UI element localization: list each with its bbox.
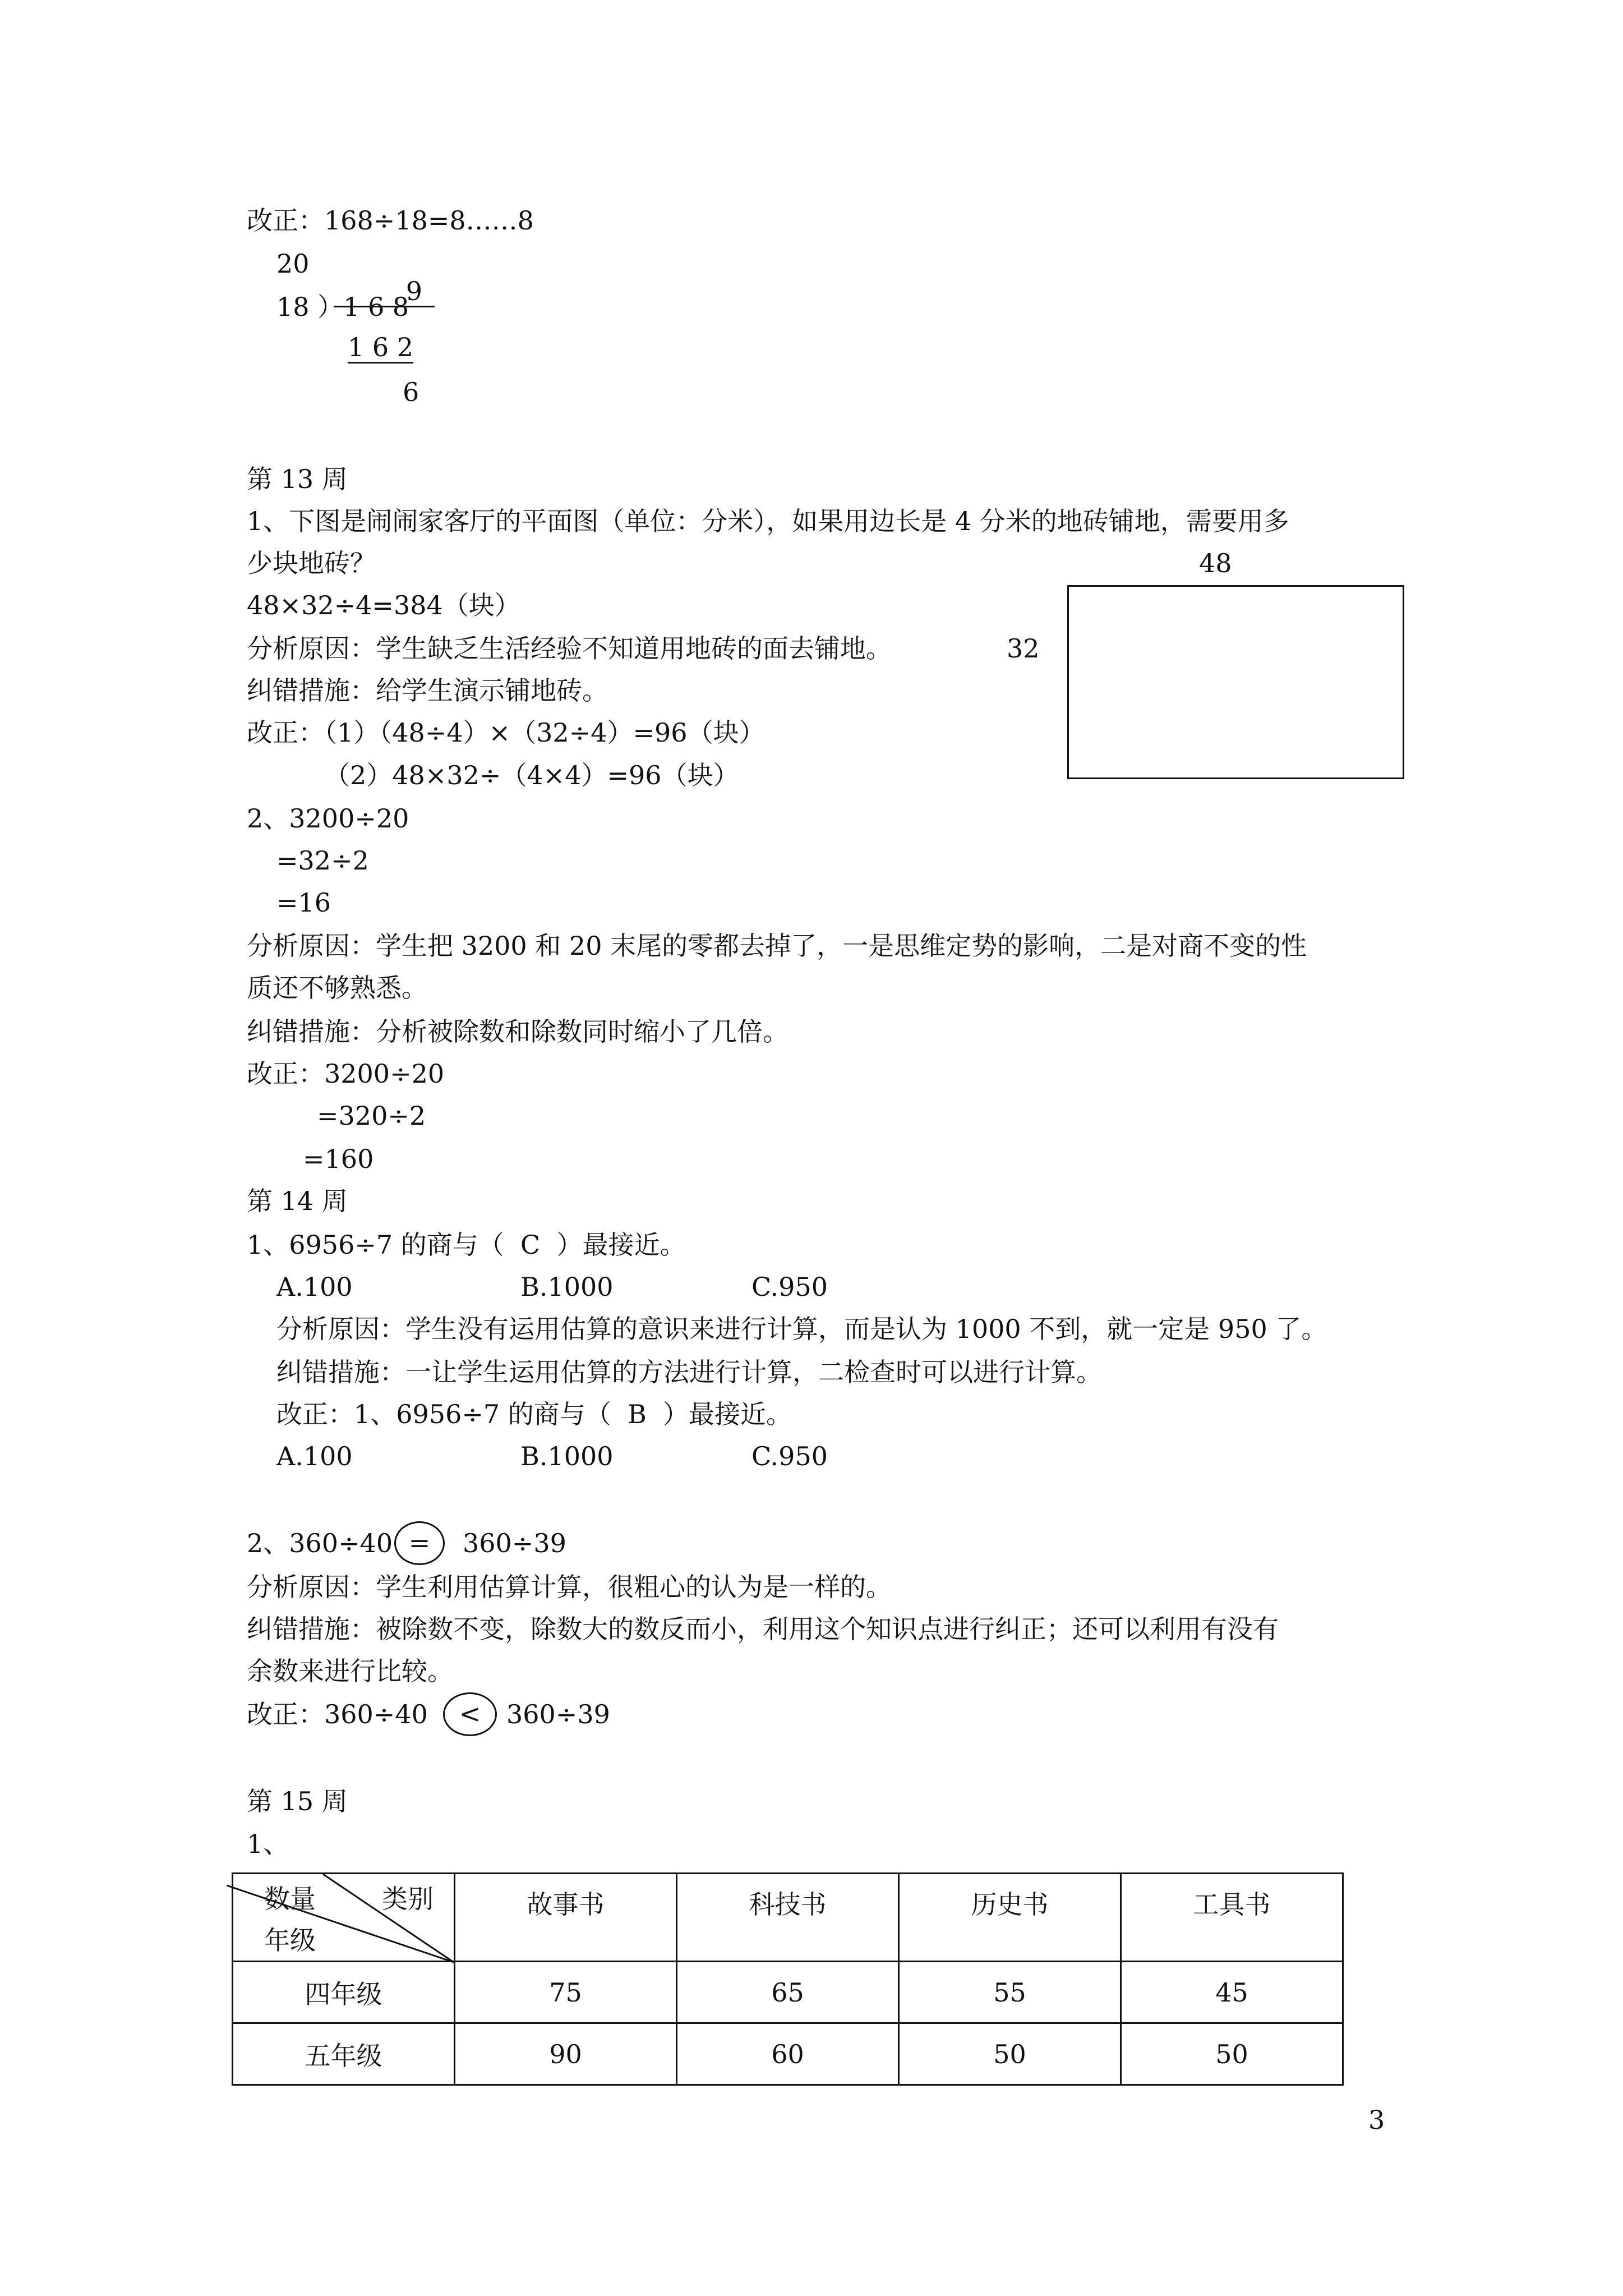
table-corner-quantity: 数量 [264, 1884, 316, 1914]
table-header-cell: 历史书 [899, 1874, 1121, 1962]
table-cell: 50 [899, 2023, 1121, 2085]
week14-q2-reason: 分析原因：学生利用估算计算，很粗心的认为是一样的。 [247, 1572, 892, 1602]
week13-title: 第 13 周 [247, 464, 348, 494]
week13-q1-reason: 分析原因：学生缺乏生活经验不知道用地砖的面去铺地。 [247, 633, 892, 664]
week14-q1-option-c: C.950 [751, 1272, 828, 1302]
week15-q1-label: 1、 [247, 1829, 289, 1859]
week14-q2-circled-symbol [394, 1521, 445, 1565]
table-cell: 45 [1121, 1962, 1343, 2023]
week13-q1-measure: 纠错措施：给学生演示铺地砖。 [247, 675, 608, 706]
week13-q2-measure: 纠错措施：分析被除数和除数同时缩小了几倍。 [247, 1016, 789, 1047]
week14-q2-fix-right: 360÷39 [506, 1699, 610, 1729]
floor-plan-width-label: 48 [1199, 548, 1232, 578]
week14-fix-option-c: C.950 [751, 1441, 828, 1471]
week14-title: 第 14 周 [247, 1186, 348, 1216]
week13-q2-reason1: 分析原因：学生把 3200 和 20 末尾的零都去掉了，一是思维定势的影响，二是对商不变的性 [247, 931, 1307, 961]
table-header-cell: 工具书 [1121, 1874, 1343, 1962]
table-cell: 50 [1121, 2023, 1343, 2085]
week15-title: 第 15 周 [247, 1786, 348, 1816]
division-line1-left: 20 [276, 249, 310, 279]
floor-plan-height-label: 32 [1007, 633, 1040, 664]
week14-q2-symbol: = [408, 1527, 431, 1558]
week13-q2-line2: =32÷2 [276, 845, 369, 876]
table-header-row [233, 1874, 1343, 1962]
week13-q1-fix1: 改正：（1）（48÷4）×（32÷4）=96（块） [247, 717, 765, 748]
floor-plan-rectangle [1067, 585, 1404, 779]
week14-fix-option-b: B.1000 [520, 1441, 614, 1471]
table-corner-category: 类别 [382, 1884, 434, 1914]
week14-q2-right: 360÷39 [463, 1528, 566, 1558]
week13-q1-fix2: （2）48×32÷（4×4）=96（块） [324, 760, 739, 790]
week14-q1: 1、6956÷7 的商与（ C ）最接近。 [247, 1230, 686, 1260]
table-cell: 60 [677, 2023, 899, 2085]
week13-q2-fix1: 改正：3200÷20 [247, 1059, 445, 1089]
week13-q2-line1: 2、3200÷20 [247, 803, 409, 834]
week14-q2-measure1: 纠错措施：被除数不变，除数大的数反而小，利用这个知识点进行纠正；还可以利用有没有 [247, 1614, 1279, 1644]
division-quotient-text: 9 [405, 276, 422, 306]
week14-measure: 纠错措施：一让学生运用估算的方法进行计算，二检查时可以进行计算。 [276, 1357, 1102, 1387]
table-row-label: 四年级 [233, 1962, 455, 2023]
division-line2: 18 ）1 6 8 [276, 292, 409, 322]
table-row-label: 五年级 [233, 2023, 455, 2085]
week14-q2-fix-symbol: < [459, 1699, 481, 1729]
week14-reason: 分析原因：学生没有运用估算的意识来进行计算，而是认为 1000 不到，就一定是 950 了。 [276, 1314, 1327, 1344]
table-cell: 55 [899, 1962, 1121, 2023]
table-header-cell: 故事书 [455, 1874, 677, 1962]
week13-q2-line3: =16 [276, 887, 331, 918]
division-heading: 改正：168÷18=8……8 [247, 205, 534, 236]
week14-q1-option-b: B.1000 [520, 1272, 614, 1302]
table-cell: 65 [677, 1962, 899, 2023]
division-line4: 6 [403, 377, 419, 407]
table-cell: 75 [455, 1962, 677, 2023]
table-row [233, 2023, 1343, 2085]
week14-q2-measure2: 余数来进行比较。 [247, 1656, 453, 1686]
week14-q2-fix-circled-symbol [443, 1692, 497, 1736]
week14-fix: 改正：1、6956÷7 的商与（ B ）最接近。 [276, 1399, 792, 1429]
week13-q1-line1: 1、下图是闹闹家客厅的平面图（单位：分米），如果用边长是 4 分米的地砖铺地，需要用多 [247, 506, 1289, 536]
week14-q1-option-a: A.100 [276, 1272, 353, 1302]
table-cell: 90 [455, 2023, 677, 2085]
week13-q2-fix2: =320÷2 [317, 1101, 426, 1131]
table-row [233, 1962, 1343, 2023]
table-corner-grade: 年级 [264, 1925, 316, 1955]
week14-fix-option-a: A.100 [276, 1441, 353, 1471]
table-header-cell: 科技书 [677, 1874, 899, 1962]
week13-q1-wrong: 48×32÷4=384（块） [247, 590, 520, 620]
week13-q1-line2: 少块地砖？ [247, 548, 376, 578]
book-count-table [232, 1872, 1344, 2086]
week14-q2-left: 2、360÷40 [247, 1528, 393, 1558]
division-line3: 1 6 2 [348, 332, 414, 362]
week13-q2-reason2: 质还不够熟悉。 [247, 973, 427, 1003]
week13-q2-fix3: =160 [303, 1144, 374, 1174]
week14-q2-fix-left: 改正：360÷40 [247, 1699, 428, 1729]
table-corner-cell [233, 1874, 455, 1962]
page-number: 3 [1368, 2105, 1385, 2135]
